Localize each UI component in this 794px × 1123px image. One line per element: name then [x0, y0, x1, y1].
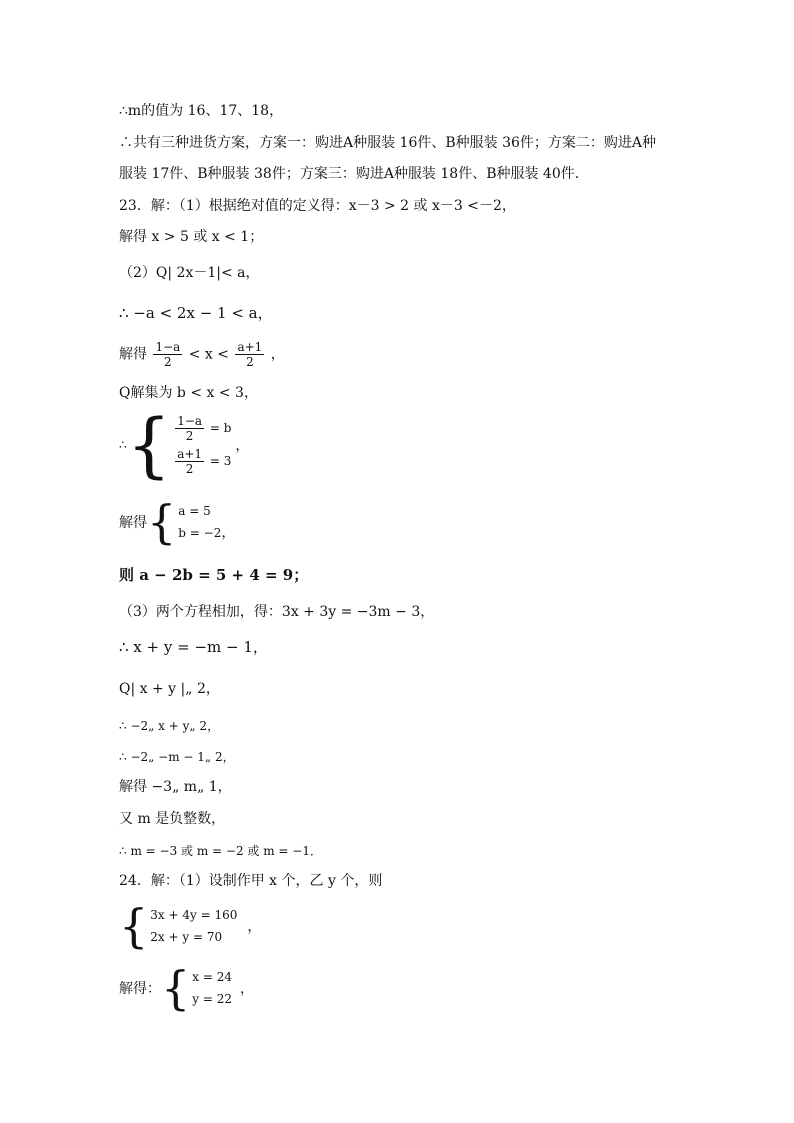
line-abs-condition: Q| x + y |„ 2， [119, 681, 220, 697]
system-1-row-1 [173, 414, 231, 443]
system-1-suffix: ， [235, 438, 250, 454]
system-1-rows [173, 414, 231, 476]
equation-system-2 [119, 495, 236, 549]
line-x-plus-y: ∴ x + y = −m − 1， [119, 638, 268, 656]
fraction-line-middle: < x < [188, 346, 230, 363]
line-range-m-expr: ∴ −2„ −m − 1„ 2， [119, 750, 235, 764]
system-1-row-1-denominator: 2 [185, 429, 194, 443]
fraction-1-denominator: 2 [164, 355, 172, 369]
fraction-line-suffix: ， [270, 346, 285, 363]
system-3-row-1: 3x + 4y = 160 [150, 908, 238, 922]
system-2-row-1: a = 5 [178, 504, 211, 518]
line-result-a-2b: 则 a − 2b = 5 + 4 = 9； [119, 566, 309, 584]
system-2-row-2: b = −2 [178, 526, 222, 540]
fraction-1 [153, 340, 182, 369]
system-1-row-1-rhs: = b [209, 421, 232, 435]
fraction-2-numerator: a+1 [237, 340, 263, 354]
system-3-suffix: ， [247, 919, 262, 935]
brace-icon: { [119, 899, 149, 953]
system-1-row-2 [173, 447, 231, 476]
fraction-2 [235, 340, 264, 369]
system-4-prefix: 解得： [119, 981, 161, 997]
fraction-line-prefix: 解得 [119, 346, 147, 363]
system-3-rows [150, 906, 237, 946]
line-m-values: ∴m的值为 16、17、18， [119, 103, 284, 119]
line-fraction-solution [119, 340, 285, 369]
system-1-row-2-rhs: = 3 [209, 454, 232, 468]
fraction-2-denominator: 2 [246, 355, 254, 369]
brace-icon: { [147, 495, 177, 549]
line-plans-cont: 服装 17件、B种服装 38件；方案三：购进A种服装 18件、B种服装 40件． [119, 166, 589, 182]
line-q23-part1: 23．解：（1）根据绝对值的定义得：x－3 > 2 或 x－3 <－2， [119, 198, 516, 214]
system-2-suffix: ， [221, 525, 236, 541]
line-q23-part2: （2）Q| 2x－1|< a， [119, 265, 260, 281]
line-q23-part3: （3）两个方程相加，得：3x + 3y = −3m − 3， [119, 604, 435, 620]
line-m-values-final: ∴ m = −3 或 m = −2 或 m = −1． [119, 844, 322, 858]
system-1-row-1-numerator: 1−a [177, 414, 203, 428]
line-q24-setup: 24．解：（1）设制作甲 x 个，乙 y 个，则 [119, 873, 383, 889]
system-4-suffix: ， [240, 981, 255, 997]
brace-icon: { [126, 404, 172, 486]
system-4-row-1: x = 24 [192, 970, 233, 984]
line-solution-set: Q解集为 b < x < 3， [119, 385, 258, 401]
system-2-rows [178, 502, 221, 542]
system-3-row-2: 2x + y = 70 [150, 930, 223, 944]
system-4-rows [192, 968, 232, 1008]
line-m-negative-integer: 又 m 是负整数， [119, 811, 226, 827]
line-q23-solution1: 解得 x > 5 或 x < 1； [119, 229, 264, 245]
equation-system-4 [119, 961, 255, 1015]
fraction-1-numerator: 1−a [155, 340, 181, 354]
equation-system-3 [119, 899, 262, 953]
line-range-m: 解得 −3„ m„ 1， [119, 779, 232, 795]
line-plans: ∴共有三种进货方案，方案一：购进A种服装 16件、B种服装 36件；方案二：购进A种 [119, 135, 657, 151]
brace-icon: { [161, 961, 191, 1015]
system-1-prefix: ∴ [119, 438, 127, 452]
system-1-row-2-numerator: a+1 [177, 447, 203, 461]
equation-system-1 [119, 404, 250, 486]
line-range-xy: ∴ −2„ x + y„ 2， [119, 719, 220, 733]
system-4-row-2: y = 22 [192, 992, 233, 1006]
system-2-prefix: 解得 [119, 515, 147, 531]
system-1-row-2-denominator: 2 [185, 462, 194, 476]
line-inequality-chain: ∴ −a < 2x − 1 < a， [119, 304, 273, 322]
